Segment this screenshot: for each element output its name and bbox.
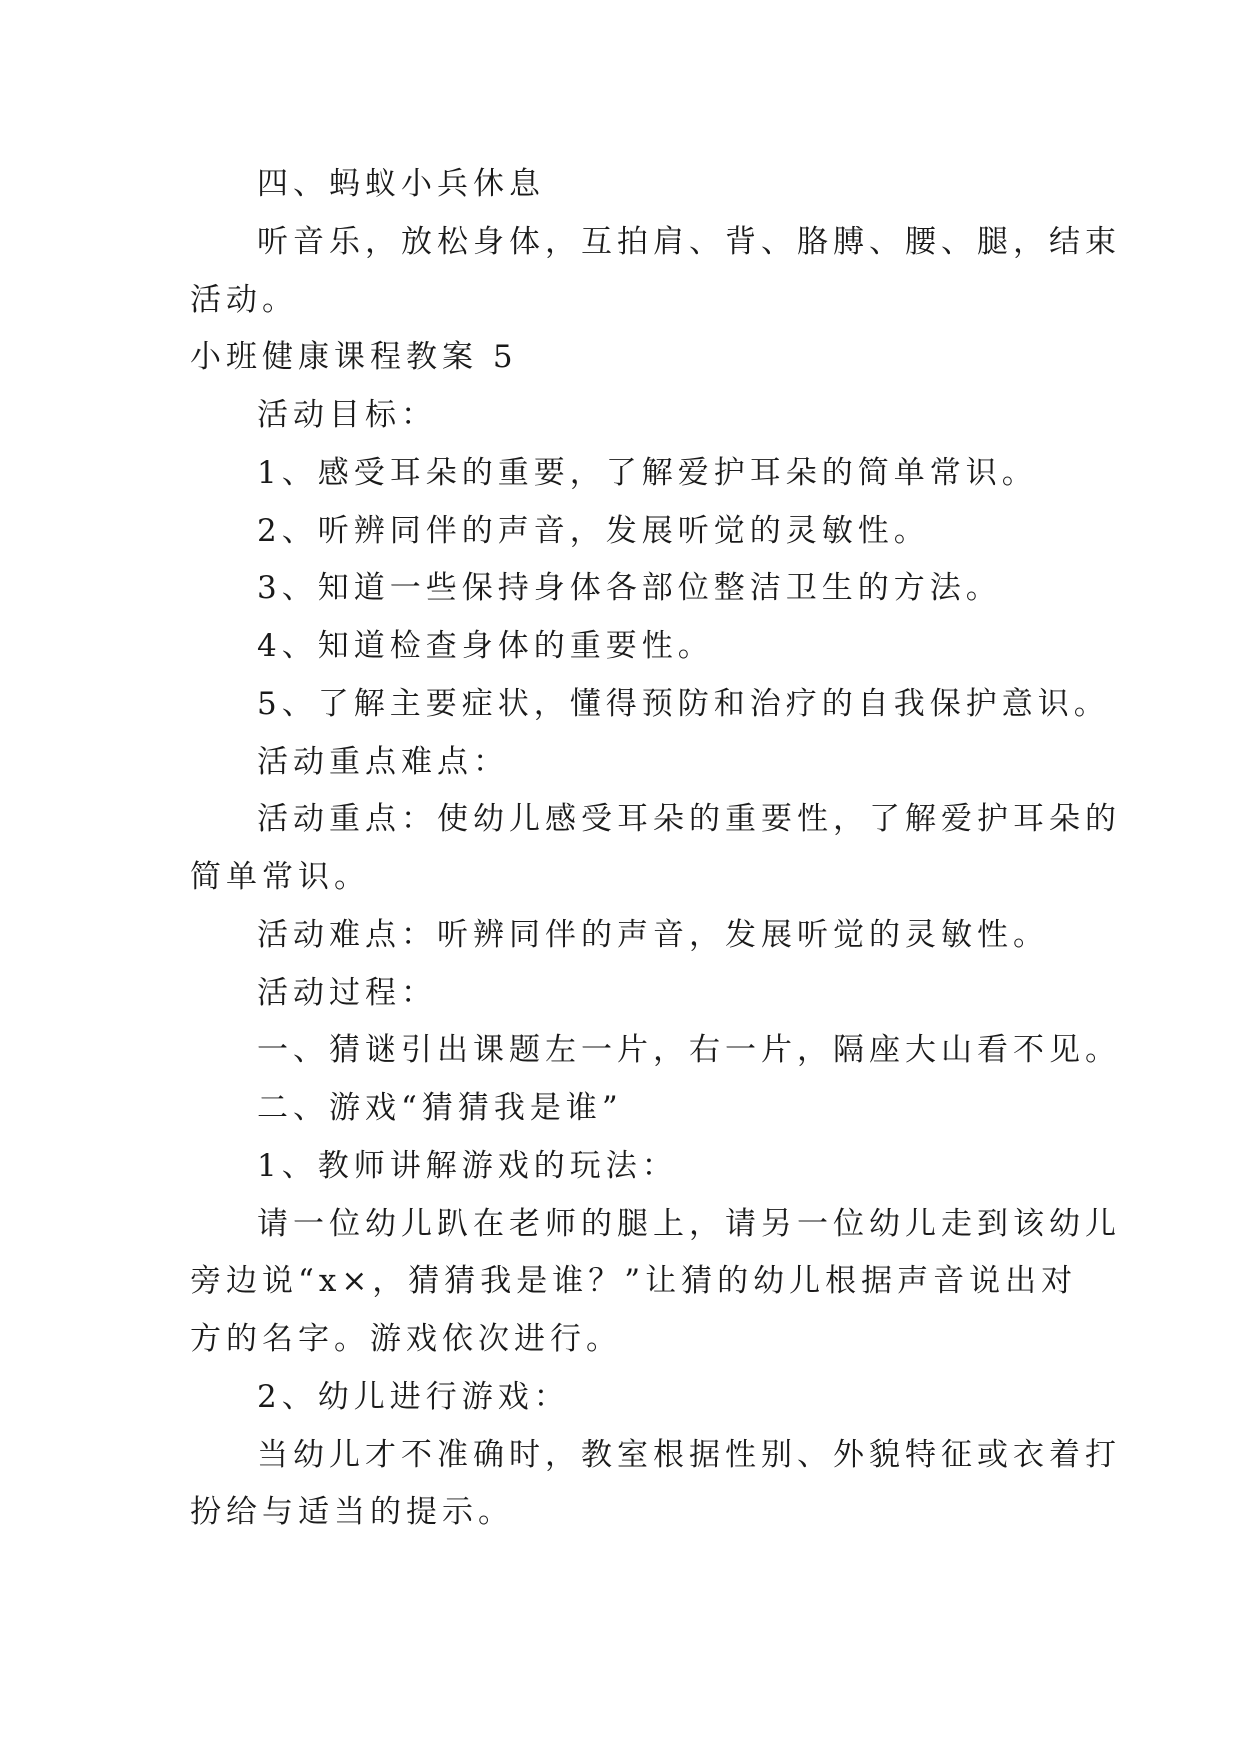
list-item: 4、知道检查身体的重要性。 <box>257 628 714 664</box>
list-item: 1、感受耳朵的重要，了解爱护耳朵的简单常识。 <box>257 455 1038 491</box>
list-item: 2、听辨同伴的声音，发展听觉的灵敏性。 <box>257 513 930 549</box>
section-heading: 活动过程： <box>257 975 437 1011</box>
paragraph-line: 一、猜谜引出课题左一片，右一片，隔座大山看不见。 <box>257 1032 1121 1068</box>
paragraph-line: 活动。 <box>190 282 298 318</box>
document-title: 小班健康课程教案 5 <box>190 339 518 375</box>
paragraph-line: 活动难点：听辨同伴的声音，发展听觉的灵敏性。 <box>257 917 1049 953</box>
list-item: 2、幼儿进行游戏： <box>257 1379 570 1415</box>
paragraph-line: 请一位幼儿趴在老师的腿上，请另一位幼儿走到该幼儿 <box>257 1206 1121 1242</box>
section-heading: 二、游戏“猜猜我是谁” <box>257 1090 623 1126</box>
paragraph-line: 活动重点：使幼儿感受耳朵的重要性，了解爱护耳朵的 <box>257 801 1121 837</box>
list-item: 3、知道一些保持身体各部位整洁卫生的方法。 <box>257 570 1002 606</box>
list-item: 1、教师讲解游戏的玩法： <box>257 1148 678 1184</box>
paragraph-line: 当幼儿才不准确时，教室根据性别、外貌特征或衣着打 <box>257 1437 1121 1473</box>
list-item: 5、了解主要症状，懂得预防和治疗的自我保护意识。 <box>257 686 1110 722</box>
paragraph-line: 简单常识。 <box>190 859 370 895</box>
paragraph-line: 旁边说“x×，猜猜我是谁？”让猜的幼儿根据声音说出对 <box>190 1263 1078 1299</box>
paragraph-line: 听音乐，放松身体，互拍肩、背、胳膊、腰、腿，结束 <box>257 224 1121 260</box>
section-heading: 活动目标： <box>257 397 437 433</box>
paragraph-line: 扮给与适当的提示。 <box>190 1494 514 1530</box>
section-heading: 活动重点难点： <box>257 744 509 780</box>
section-heading: 四、蚂蚁小兵休息 <box>257 166 545 202</box>
paragraph-line: 方的名字。游戏依次进行。 <box>190 1321 622 1357</box>
